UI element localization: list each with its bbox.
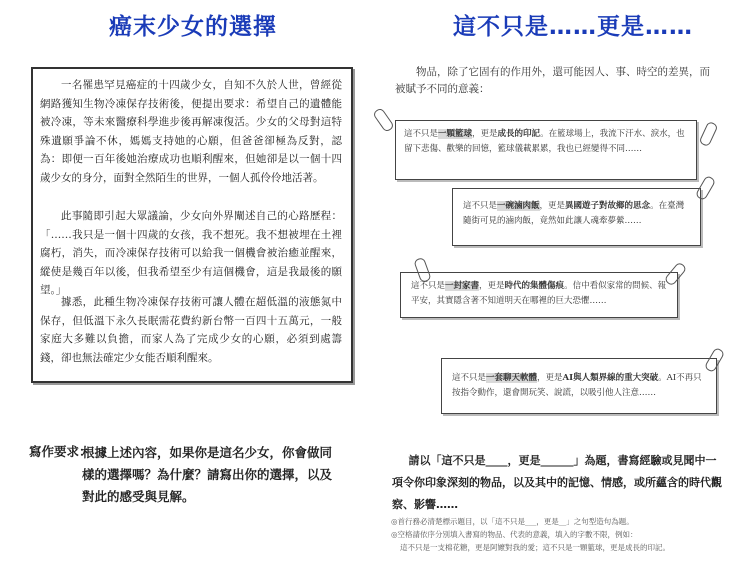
card-3-text: 這不只是一封家書，更是時代的集體傷痕。信中看似家常的問候、報平安，其實隱含著不知道明天在哪裡的巨大恐懼…… [411, 281, 667, 306]
note-2: ◎空格請依序分別填入書寫的物品、代表的意義，填入的字數不限，例如： [391, 530, 638, 539]
left-title: 癌末少女的選擇 [109, 14, 277, 40]
card-4-item: 一套聊天軟體 [486, 373, 538, 383]
card-2-text: 這不只是一碗滷肉飯，更是異國遊子對故鄉的思念。在臺灣隨街可見的滷肉飯，竟然如此讓人魂牽夢縈…… [463, 201, 685, 226]
notes [391, 515, 731, 554]
note-1: ◎首行務必清楚標示題目，以「這不只是___，更是__」之句型造句為題。 [391, 517, 634, 526]
card-3-item: 一封家書 [445, 281, 480, 291]
example-card-4 [441, 358, 717, 414]
paperclip-icon [704, 347, 726, 373]
writing-question: 請以「這不只是____，更是______」為題，書寫經驗或見聞中一項令你印象深刻的物品，以及其中的記憶、情感，或所蘊含的時代觀察、影響…… [392, 454, 722, 511]
requirement-label: 寫作要求： [29, 444, 92, 459]
requirement-text: 根據上述內容，如果你是這名少女，你會做同樣的選擇嗎？為什麼？請寫出你的選擇，以及對此的感受與見解。 [82, 445, 333, 504]
passage-paragraph-2: 此事隨即引起大眾議論，少女向外界闡述自己的心路歷程：「……我只是一個十四歲的女孩，我不想死。我不想被埋在土裡腐朽，消失，而冷凍保存技術可以給我一個機會被治癒並醒來，縱使是幾百年以後，但我希望至少有這個機會，這是我最後的願望。」 [40, 210, 342, 296]
example-card-2 [452, 188, 701, 246]
passage-paragraph-3: 據悉，此種生物冷凍保存技術可讓人體在超低溫的液態氮中保存，但低溫下永久長眠需花費約新台幣一百四十五萬元，一般家庭大多難以負擔，而家人為了完成少女的心願，必須到處籌錢，卻也無法確定少女能否順利醒來。 [40, 296, 342, 364]
right-title: 這不只是……更是…… [453, 14, 693, 40]
card-4-text: 這不只是一套聊天軟體，更是AI與人類界線的重大突破。AI不再只按指令動作，還會開玩笑、說謊，以吸引他人注意…… [452, 373, 702, 398]
example-card-3 [400, 272, 678, 318]
paperclip-icon [695, 175, 717, 201]
paperclip-icon [698, 121, 718, 147]
example-card-1 [395, 120, 697, 180]
card-2-item: 一碗滷肉飯 [497, 201, 540, 211]
card-1-item: 一顆籃球 [438, 129, 473, 139]
card-1-text: 這不只是一顆籃球，更是成長的印記。在籃球場上，我流下汗水、淚水，也留下悲傷、歡樂的回憶，籃球儀載累累，我也已經變得不同…… [404, 129, 685, 154]
paperclip-icon [372, 107, 395, 133]
passage-paragraph-1: 一名罹患罕見癌症的十四歲少女，自知不久於人世，曾經從網路獲知生物冷凍保存技術後，便提出要求：希望自己的遺體能被冷凍，等未來醫療科學進步後再解凍復活。少女的父母對這特殊遺願爭論不休，媽媽支持她的心願，但爸爸卻極為反對，認為：即便一百年後她治療成功也順利醒來，但她卻是以一個十四歲少女的身分，面對全然陌生的世界，一個人孤伶伶地活著。 [40, 79, 342, 184]
note-3: 這不只是一支棉花糖，更是阿嬤對我的愛；這不只是一顆籃球，更是成長的印記。 [400, 543, 670, 552]
intro-text: 物品，除了它固有的作用外，還可能因人、事、時空的差異，而被賦予不同的意義： [395, 66, 710, 95]
